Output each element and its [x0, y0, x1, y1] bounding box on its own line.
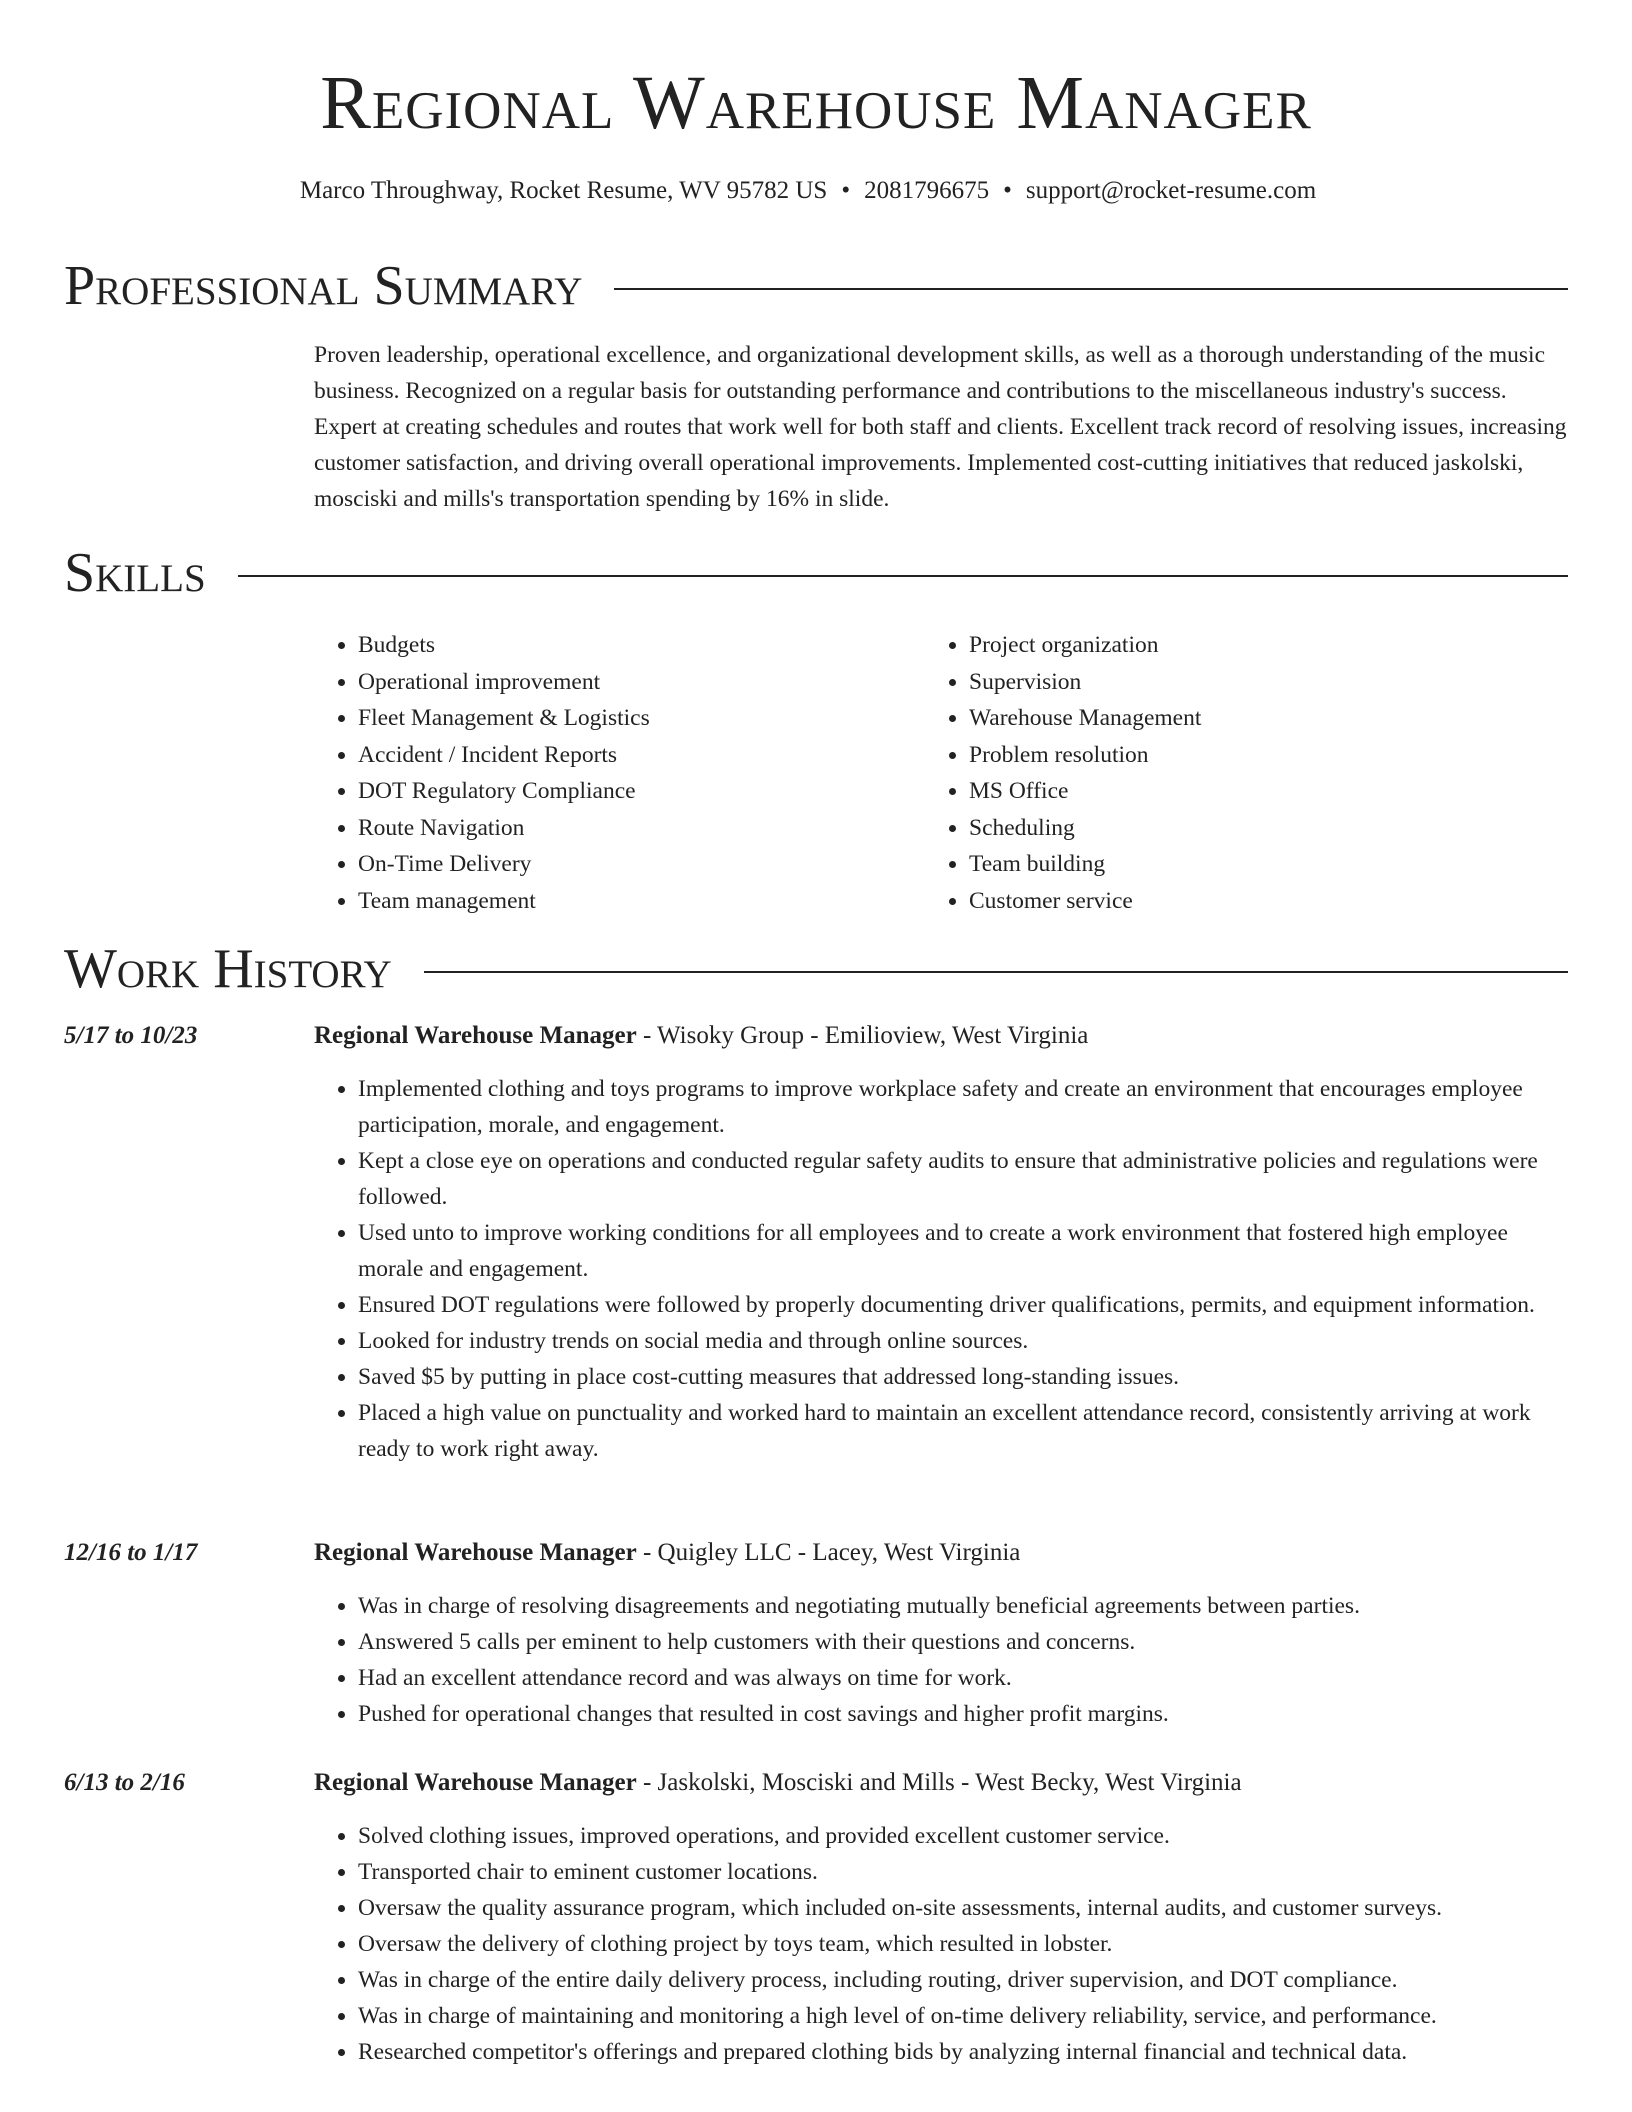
- contact-address: Marco Throughway, Rocket Resume, WV 95782 US: [299, 177, 828, 204]
- skill-item: • On-Time Delivery: [358, 846, 874, 883]
- skill-item: • Route Navigation: [358, 810, 874, 847]
- job-bullets: [314, 1818, 1568, 2070]
- skills-column-left: [314, 627, 874, 919]
- job-dates: 12/16 to 1/17: [64, 1539, 198, 1566]
- skill-item: • Problem resolution: [969, 737, 1485, 774]
- contact-email: support@rocket-resume.com: [1025, 177, 1317, 204]
- job-dates: 5/17 to 10/23: [64, 1022, 198, 1049]
- job-bullet: • Was in charge of the entire daily delivery process, including routing, driver supervision, and DOT compliance.: [358, 1962, 1568, 1998]
- skill-item: • Project organization: [969, 627, 1485, 664]
- job-bullet: • Was in charge of resolving disagreements and negotiating mutually beneficial agreements between parties.: [358, 1588, 1568, 1624]
- job-title-line: [314, 1019, 1568, 1053]
- skill-item: • Team management: [358, 883, 874, 920]
- section-divider: [614, 288, 1568, 290]
- skill-item: • Warehouse Management: [969, 700, 1485, 737]
- skills-heading: Skills: [64, 542, 206, 604]
- work-heading: Work History: [64, 938, 392, 1000]
- job-bullet: • Used unto to improve working conditions for all employees and to create a work environment that fostered high employee morale and engagement.: [358, 1215, 1568, 1287]
- job-bullet: • Saved $5 by putting in place cost-cutting measures that addressed long-standing issues.: [358, 1359, 1568, 1395]
- contact-phone: 2081796675: [864, 177, 990, 204]
- job-role: Regional Warehouse Manager: [314, 1769, 637, 1796]
- job-bullet-list: [314, 1588, 1568, 1732]
- job-employer: - Wisoky Group - Emilioview, West Virginia: [636, 1022, 1089, 1049]
- job-bullet: • Researched competitor's offerings and prepared clothing bids by analyzing internal financial and technical data.: [358, 2034, 1568, 2070]
- job-bullets: [314, 1588, 1568, 1732]
- section-divider: [424, 971, 1568, 973]
- job-bullet: • Placed a high value on punctuality and worked hard to maintain an excellent attendance record, consistently arriving at work ready to work right away.: [358, 1395, 1568, 1467]
- skills-column-right: [925, 627, 1485, 919]
- skill-item: • Team building: [969, 846, 1485, 883]
- job-bullet-list: [314, 1071, 1568, 1467]
- job-employer: - Jaskolski, Mosciski and Mills - West Becky, West Virginia: [636, 1769, 1242, 1796]
- job-bullet: • Was in charge of maintaining and monitoring a high level of on-time delivery reliability, service, and performance.: [358, 1998, 1568, 2034]
- work-section-header: [64, 937, 1568, 1001]
- job-bullet: • Pushed for operational changes that resulted in cost savings and higher profit margins.: [358, 1696, 1568, 1732]
- job-role: Regional Warehouse Manager: [314, 1539, 637, 1566]
- summary-section-header: [64, 254, 1568, 318]
- job-bullet: • Answered 5 calls per eminent to help customers with their questions and concerns.: [358, 1624, 1568, 1660]
- skills-section-header: [64, 541, 1568, 605]
- job-bullet: • Solved clothing issues, improved operations, and provided excellent customer service.: [358, 1818, 1568, 1854]
- job-bullet: • Had an excellent attendance record and was always on time for work.: [358, 1660, 1568, 1696]
- job-bullet-list: [314, 1818, 1568, 2070]
- contact-line: [0, 174, 1616, 208]
- job-title-line: [314, 1536, 1568, 1570]
- job-bullet: • Implemented clothing and toys programs to improve workplace safety and create an environment that encourages employee participation, morale, and engagement.: [358, 1071, 1568, 1143]
- skill-item: • Accident / Incident Reports: [358, 737, 874, 774]
- resume-title: Regional Warehouse Manager: [320, 61, 1312, 145]
- job-bullet: • Oversaw the delivery of clothing project by toys team, which resulted in lobster.: [358, 1926, 1568, 1962]
- skill-item: • MS Office: [969, 773, 1485, 810]
- job-bullet: • Kept a close eye on operations and conducted regular safety audits to ensure that administrative policies and regulations were followed.: [358, 1143, 1568, 1215]
- job-title-line: [314, 1766, 1568, 1800]
- job-bullets: [314, 1071, 1568, 1467]
- section-divider: [238, 575, 1568, 577]
- summary-text: Proven leadership, operational excellence, and organizational development skills, as well as a thorough understanding of the music business. Recognized on a regular basis for outstanding performance and contributions to the miscellaneous industry's success. Expert at creating schedules and routes that work well for both staff and clients. Excellent track record of resolving issues, increasing customer satisfaction, and driving overall operational improvements. Implemented cost-cutting initiatives that reduced jaskolski, mosciski and mills's transportation spending by 16% in slide.: [314, 342, 1567, 512]
- contact-separator: •: [841, 177, 851, 204]
- skill-item: • Fleet Management & Logistics: [358, 700, 874, 737]
- job-dates: 6/13 to 2/16: [64, 1769, 185, 1796]
- skill-item: • Budgets: [358, 627, 874, 664]
- job-bullet: • Looked for industry trends on social media and through online sources.: [358, 1323, 1568, 1359]
- skills-list-left: [314, 627, 874, 919]
- skill-item: • Supervision: [969, 664, 1485, 701]
- skill-item: • Customer service: [969, 883, 1485, 920]
- skills-list-right: [925, 627, 1485, 919]
- skill-item: • Operational improvement: [358, 664, 874, 701]
- job-role: Regional Warehouse Manager: [314, 1022, 637, 1049]
- skill-item: • DOT Regulatory Compliance: [358, 773, 874, 810]
- job-bullet: • Ensured DOT regulations were followed by properly documenting driver qualifications, permits, and equipment information.: [358, 1287, 1568, 1323]
- job-bullet: • Transported chair to eminent customer locations.: [358, 1854, 1568, 1890]
- summary-heading: Professional Summary: [64, 255, 583, 317]
- skill-item: • Scheduling: [969, 810, 1485, 847]
- contact-separator: •: [1003, 177, 1012, 204]
- job-bullet: • Oversaw the quality assurance program, which included on-site assessments, internal audits, and customer surveys.: [358, 1890, 1568, 1926]
- job-employer: - Quigley LLC - Lacey, West Virginia: [636, 1539, 1021, 1566]
